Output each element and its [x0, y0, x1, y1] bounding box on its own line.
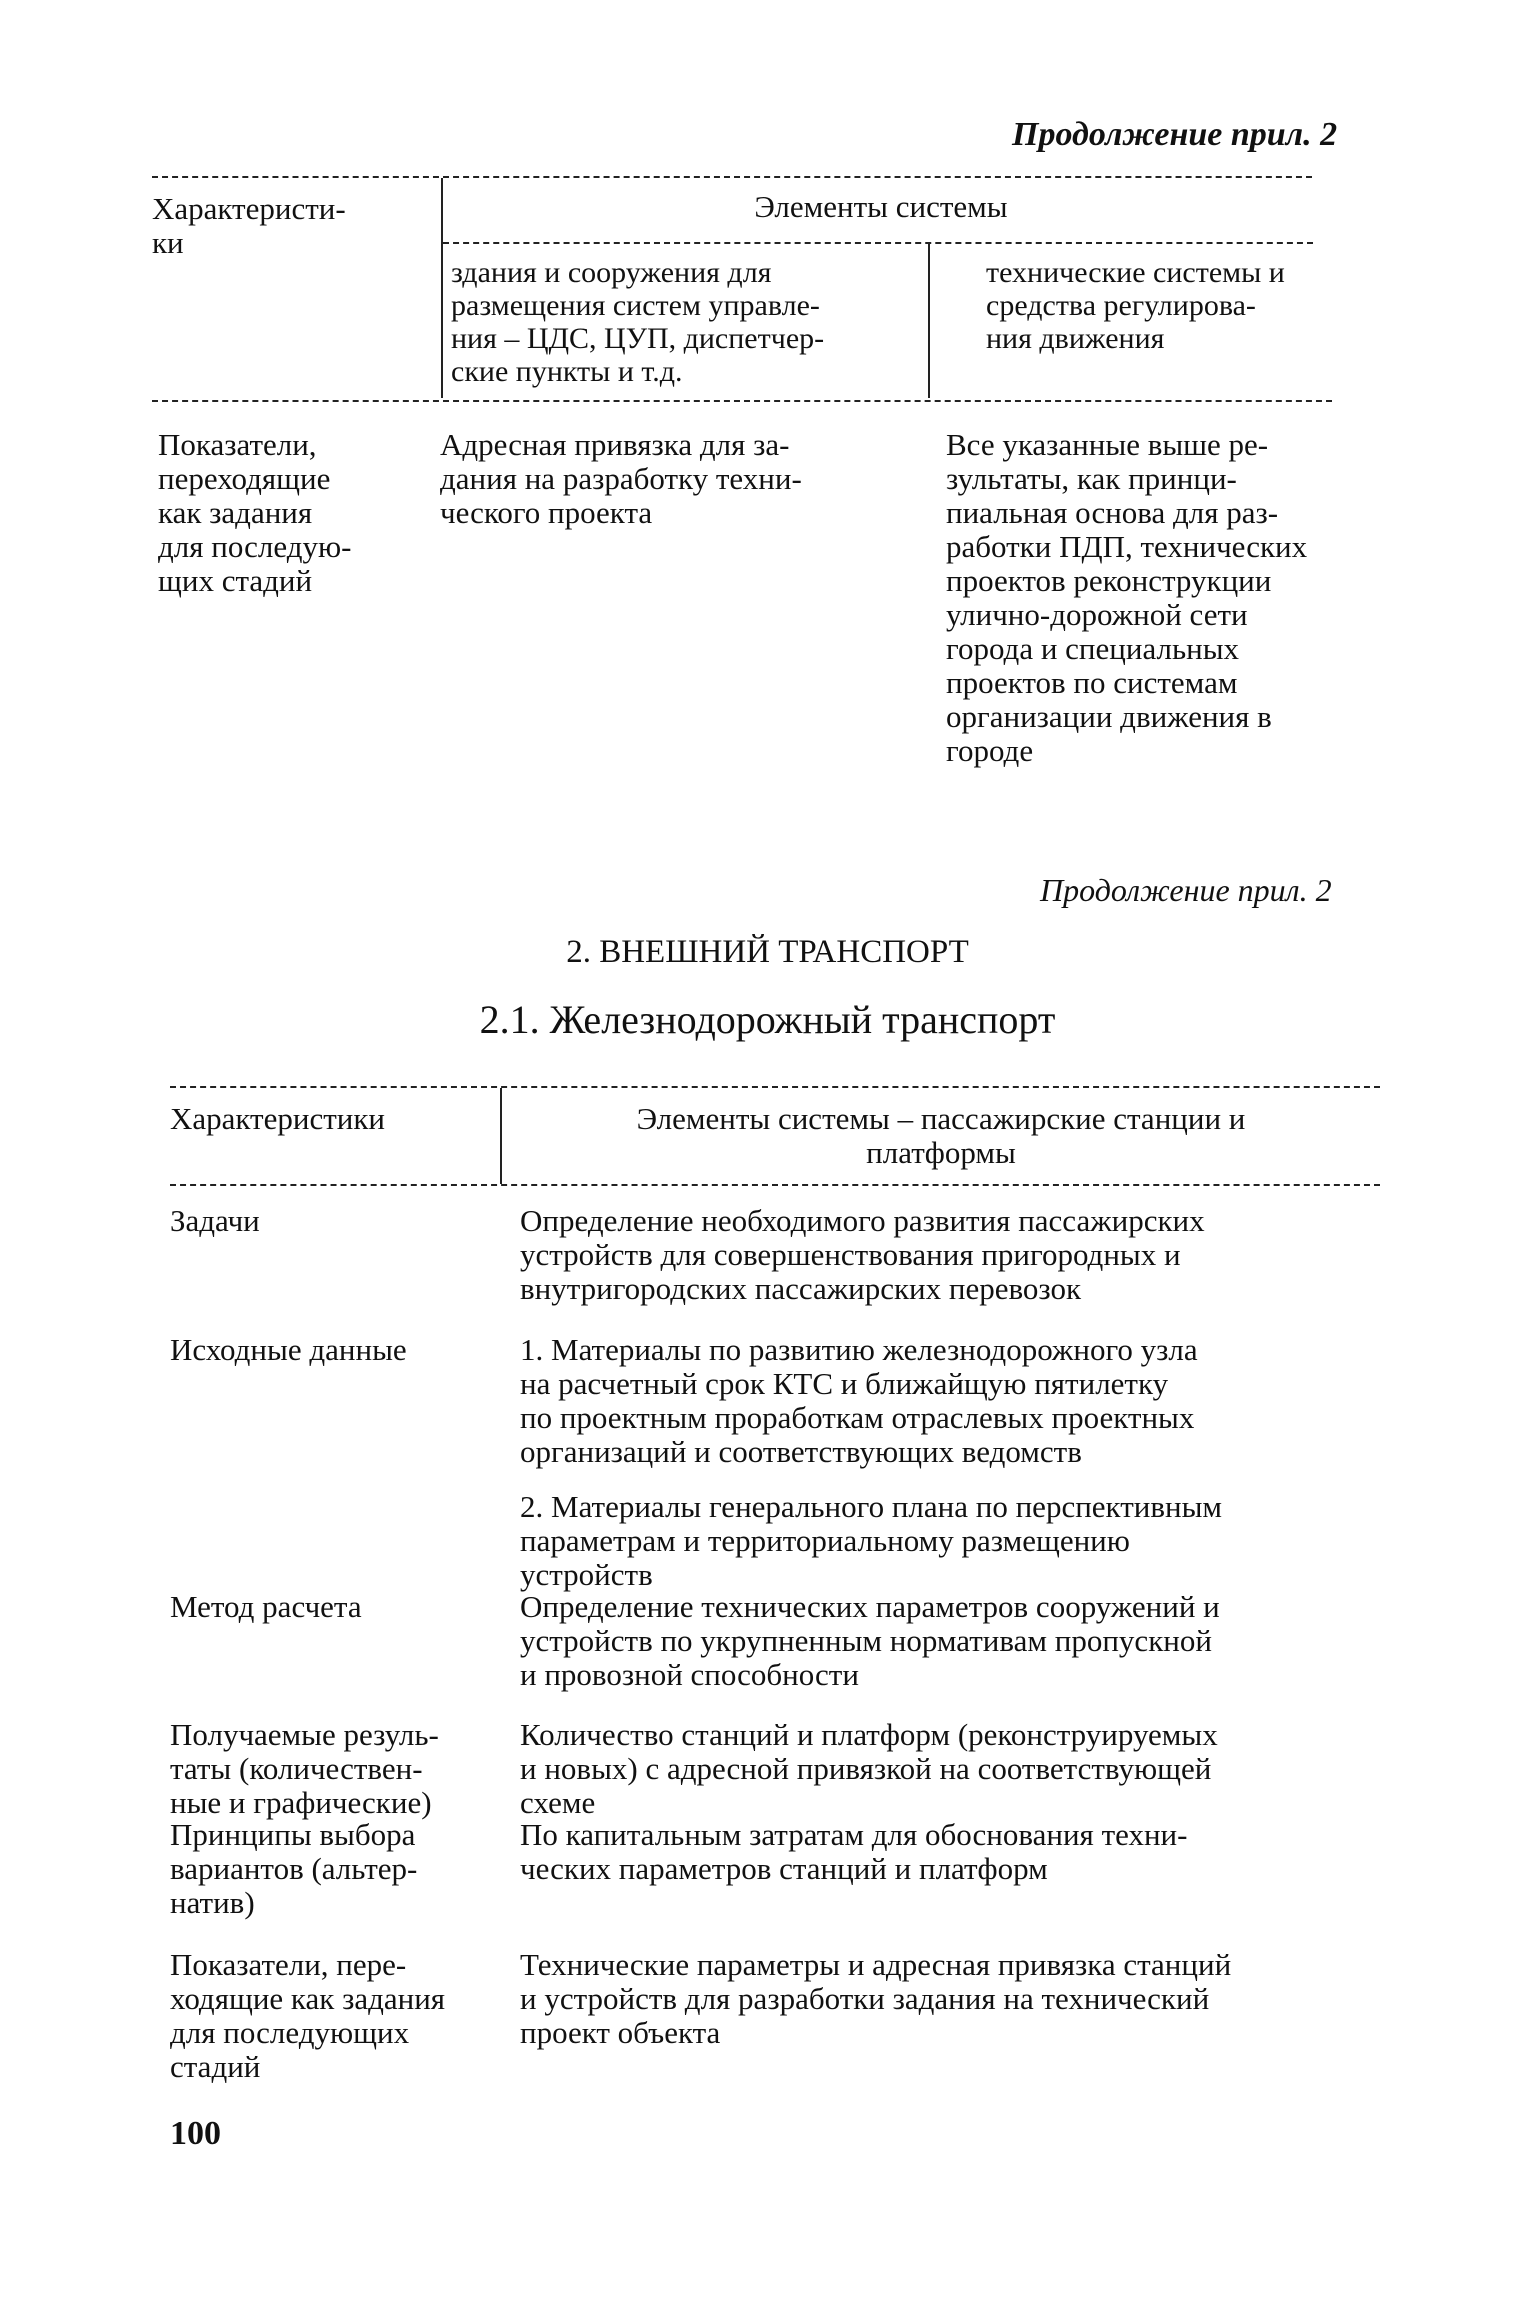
table2-row-text: Определение технических параметров сооружений и устройств по укрупненным нормативам пропускной и провозной способности [520, 1589, 1220, 1692]
table2-row-text: Количество станций и платформ (реконструируемых и новых) с адресной привязкой на соответствующей схеме [520, 1717, 1218, 1820]
table2-row-label: Получаемые резуль- таты (количествен- ные и графические) [170, 1717, 439, 1820]
table1-header-bottom-rule [152, 400, 1332, 402]
table2-top-rule [170, 1086, 1380, 1088]
table1-row-col2: Все указанные выше ре- зультаты, как принци- пиальная основа для раз- работки ПДП, технических проектов реконструкции улично-дорожной сети города и специальных проектов по системам организации движения в городе [946, 427, 1308, 768]
table1-header-col2: технические системы и средства регулирова- ния движения [986, 256, 1285, 355]
table2-row-label: Показатели, пере- ходящие как задания для последующих стадий [170, 1947, 446, 2084]
table1-row-label: Показатели, переходящие как задания для последую- щих стадий [158, 427, 352, 598]
table2-header-characteristics: Характеристики [170, 1101, 386, 1136]
section-title: 2. ВНЕШНИЙ ТРАНСПОРТ [566, 934, 969, 970]
table1-header-col1: здания и сооружения для размещения систем управле- ния – ЦДС, ЦУП, диспетчер- ские пункты и т.д. [451, 256, 825, 388]
table1-col-divider [928, 244, 930, 398]
table2-header-bottom-rule [170, 1184, 1380, 1186]
table2-header-elements: Элементы системы – пассажирские станции и платформы [636, 1101, 1246, 1170]
continuation-note-1: Продолжение прил. 2 [1012, 116, 1338, 153]
table1-header-elements: Элементы системы [754, 189, 1008, 224]
table1-header-subrule [443, 242, 1313, 244]
table2-row-text: Технические параметры и адресная привязка станций и устройств для разработки задания на технический проект объекта [520, 1947, 1232, 2050]
table2-row-label: Исходные данные [170, 1332, 407, 1367]
table2-row-text: 2. Материалы генерального плана по перспективным параметрам и территориальному размещению устройств [520, 1489, 1223, 1592]
section-subtitle: 2.1. Железнодорожный транспорт [479, 997, 1056, 1042]
table1-row-col1: Адресная привязка для за- дания на разработку техни- ческого проекта [440, 427, 802, 530]
page-number: 100 [170, 2115, 221, 2152]
table1-header-characteristics: Характеристи- ки [152, 191, 346, 260]
table2-row-label: Метод расчета [170, 1589, 362, 1624]
table2-row-text: По капитальным затратам для обоснования техни- ческих параметров станций и платформ [520, 1817, 1188, 1886]
table2-row-text: Определение необходимого развития пассажирских устройств для совершенствования пригородных и внутригородских пассажирских перевозок [520, 1203, 1205, 1306]
table2-row-label: Задачи [170, 1203, 260, 1238]
table1-top-rule [152, 176, 1312, 178]
continuation-note-2: Продолжение прил. 2 [1040, 872, 1332, 908]
table2-row-text: 1. Материалы по развитию железнодорожного узла на расчетный срок КТС и ближайщую пятилетку по проектным проработкам отраслевых проектных организаций и соответствующих ведомств [520, 1332, 1198, 1469]
table2-row-label: Принципы выбора вариантов (альтер- натив) [170, 1817, 418, 1920]
